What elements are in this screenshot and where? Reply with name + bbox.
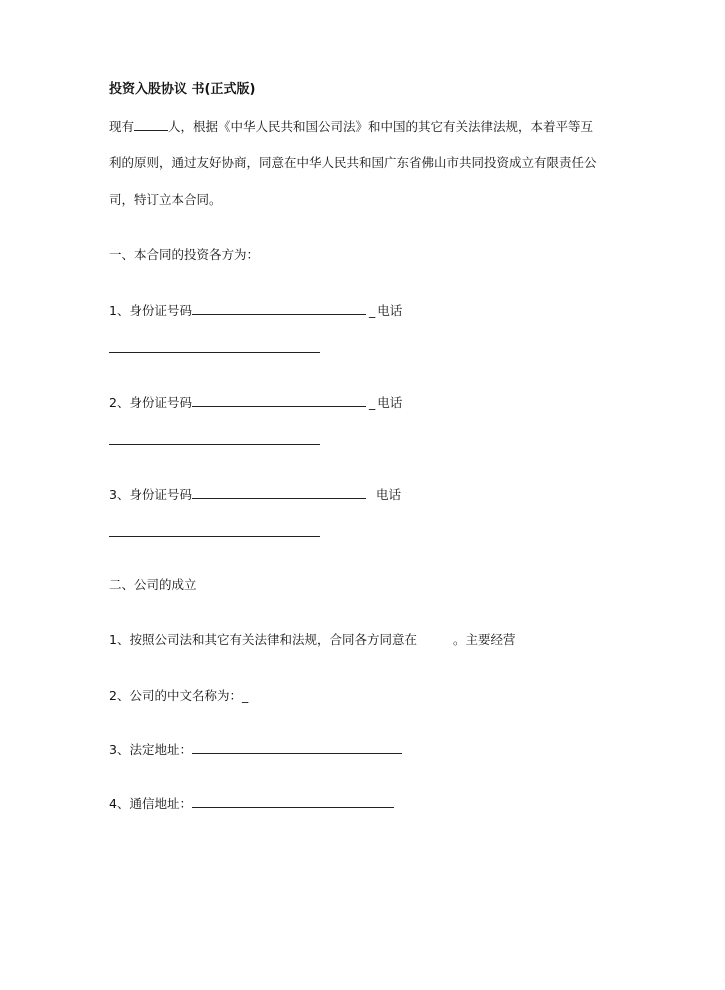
party-count-blank[interactable] [134,118,168,131]
intro-line-2: 利的原则，通过友好协商，同意在中华人民共和国广东省佛山市共同投资成立有限责任公 [109,155,597,170]
party-3-phone-label: 电话 [375,487,401,502]
party-2-phone-line[interactable] [109,444,320,445]
party-1-id-blank[interactable] [192,302,366,315]
party-2-id-blank[interactable] [192,394,366,407]
section-2-item-3 [109,741,402,758]
intro-line-1-text: 人，根据《中华人民共和国公司法》和中国的其它有关法律法规，本着平等互 [168,119,594,134]
mailing-address-blank[interactable] [192,795,394,808]
party-2-row [109,394,402,411]
section-1-heading: 一、本合同的投资各方为： [109,247,260,262]
party-1-row [109,302,402,319]
item-1-text: 1、按照公司法和其它有关法律和法规，合同各方同意在 [109,632,417,647]
party-3-row [109,486,401,503]
party-3-phone-line[interactable] [109,536,320,537]
section-2-item-4 [109,795,394,812]
section-2-item-1 [109,632,515,648]
party-3-id-blank[interactable] [192,486,366,499]
item-1-suffix: 。主要经营 [452,632,516,647]
party-1-underscore: _ [368,303,376,318]
party-1-phone-label: 电话 [377,303,403,318]
mailing-address-label: 4、通信地址： [109,796,192,811]
party-1-id-label: 1、身份证号码 [109,303,192,318]
party-2-phone-label: 电话 [377,395,403,410]
intro-line-3: 司，特订立本合同。 [109,192,222,207]
party-2-underscore: _ [368,395,376,410]
intro-line-1 [109,118,593,135]
intro-prefix: 现有 [109,119,135,134]
legal-address-blank[interactable] [192,741,402,754]
party-1-phone-line[interactable] [109,352,320,353]
document-title: 投资入股协议 书(正式版) [109,82,256,97]
section-2-item-2: 2、公司的中文名称为：_ [109,688,249,703]
party-3-id-label: 3、身份证号码 [109,487,192,502]
party-2-id-label: 2、身份证号码 [109,395,192,410]
legal-address-label: 3、法定地址： [109,742,192,757]
section-2-heading: 二、公司的成立 [109,577,197,592]
